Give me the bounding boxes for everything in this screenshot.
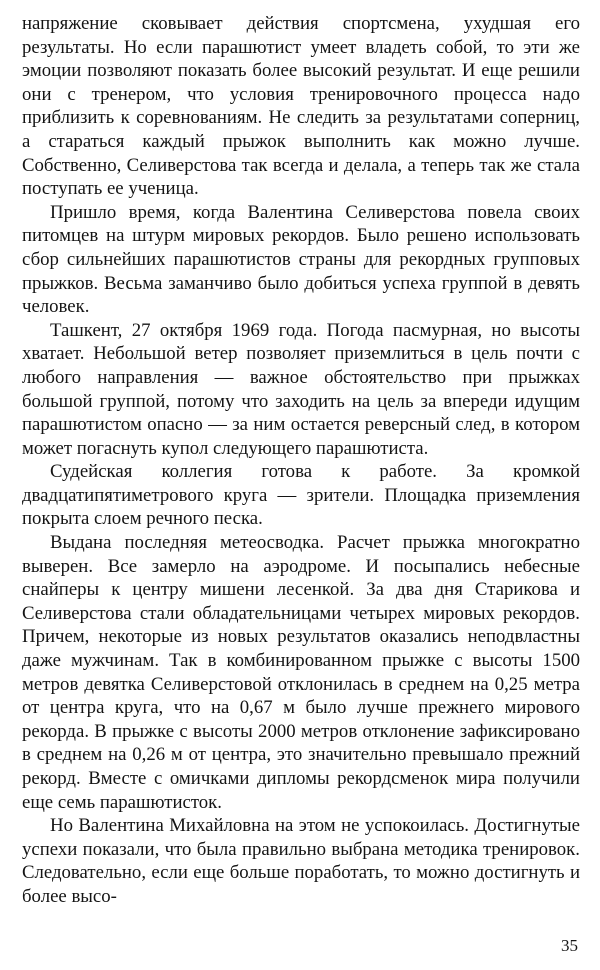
page-number: 35 (561, 936, 578, 955)
paragraph-2: Пришло время, когда Валентина Селиверстова повела своих питомцев на штурм мировых рекордов. Было решено использовать сбор сильнейших парашютистов страны для рекордных групповых прыжков. Весьма заманчиво было добиться успеха группой в девять человек. (22, 201, 580, 318)
paragraph-6: Но Валентина Михайловна на этом не успокоилась. Достигнутые успехи показали, что была правильно выбрана методика тренировок. Следовательно, если еще больше поработать, то можно достигнуть и более высо- (22, 815, 580, 907)
paragraph-4: Судейская коллегия готова к работе. За кромкой двадцатипятиметрового круга — зрители. Площадка приземления покрыта слоем речного песка. (22, 461, 580, 530)
paragraph-3: Ташкент, 27 октября 1969 года. Погода пасмурная, но высоты хватает. Небольшой ветер позволяет приземлиться в цель почти с любого направления — важное обстоятельство при прыжках большой группой, потому что заходить на цель за впереди идущим парашютистом опасно — за ним остается реверсный след, в котором может погаснуть купол следующего парашютиста. (22, 319, 580, 459)
paragraph-1: напряжение сковывает действия спортсмена, ухудшая его результаты. Но если парашютист умеет владеть собой, то эти же эмоции позволяют показать более высокий результат. И еще решили они с тренером, что условия тренировочного процесса надо приблизить к соревнованиям. Не следить за результатами соперниц, а стараться каждый прыжок выполнить как можно лучше. Собственно, Селиверстова так всегда и делала, а теперь так же стала поступать ее ученица. (22, 13, 580, 200)
paragraph-5: Выдана последняя метеосводка. Расчет прыжка многократно выверен. Все замерло на аэродроме. И посыпались небесные снайперы к центру мишени лесенкой. За два дня Старикова и Селиверстова стали обладательницами четырех мировых рекордов. Причем, некоторые из новых результатов оказались неподвластны даже мужчинам. Так в комбинированном прыжке с высоты 1500 метров девятка Селиверстовой отклонилась в среднем на 0,25 метра от центра круга, что на 0,67 м было лучше прежнего мирового рекорда. В прыжке с высоты 2000 метров отклонение зафиксировано в среднем на 0,26 м от центра, это значительно превышало прежний рекорд. Вместе с омичками дипломы рекордсменок мира получили еще семь парашютисток. (22, 532, 580, 813)
page-text (22, 12, 580, 909)
